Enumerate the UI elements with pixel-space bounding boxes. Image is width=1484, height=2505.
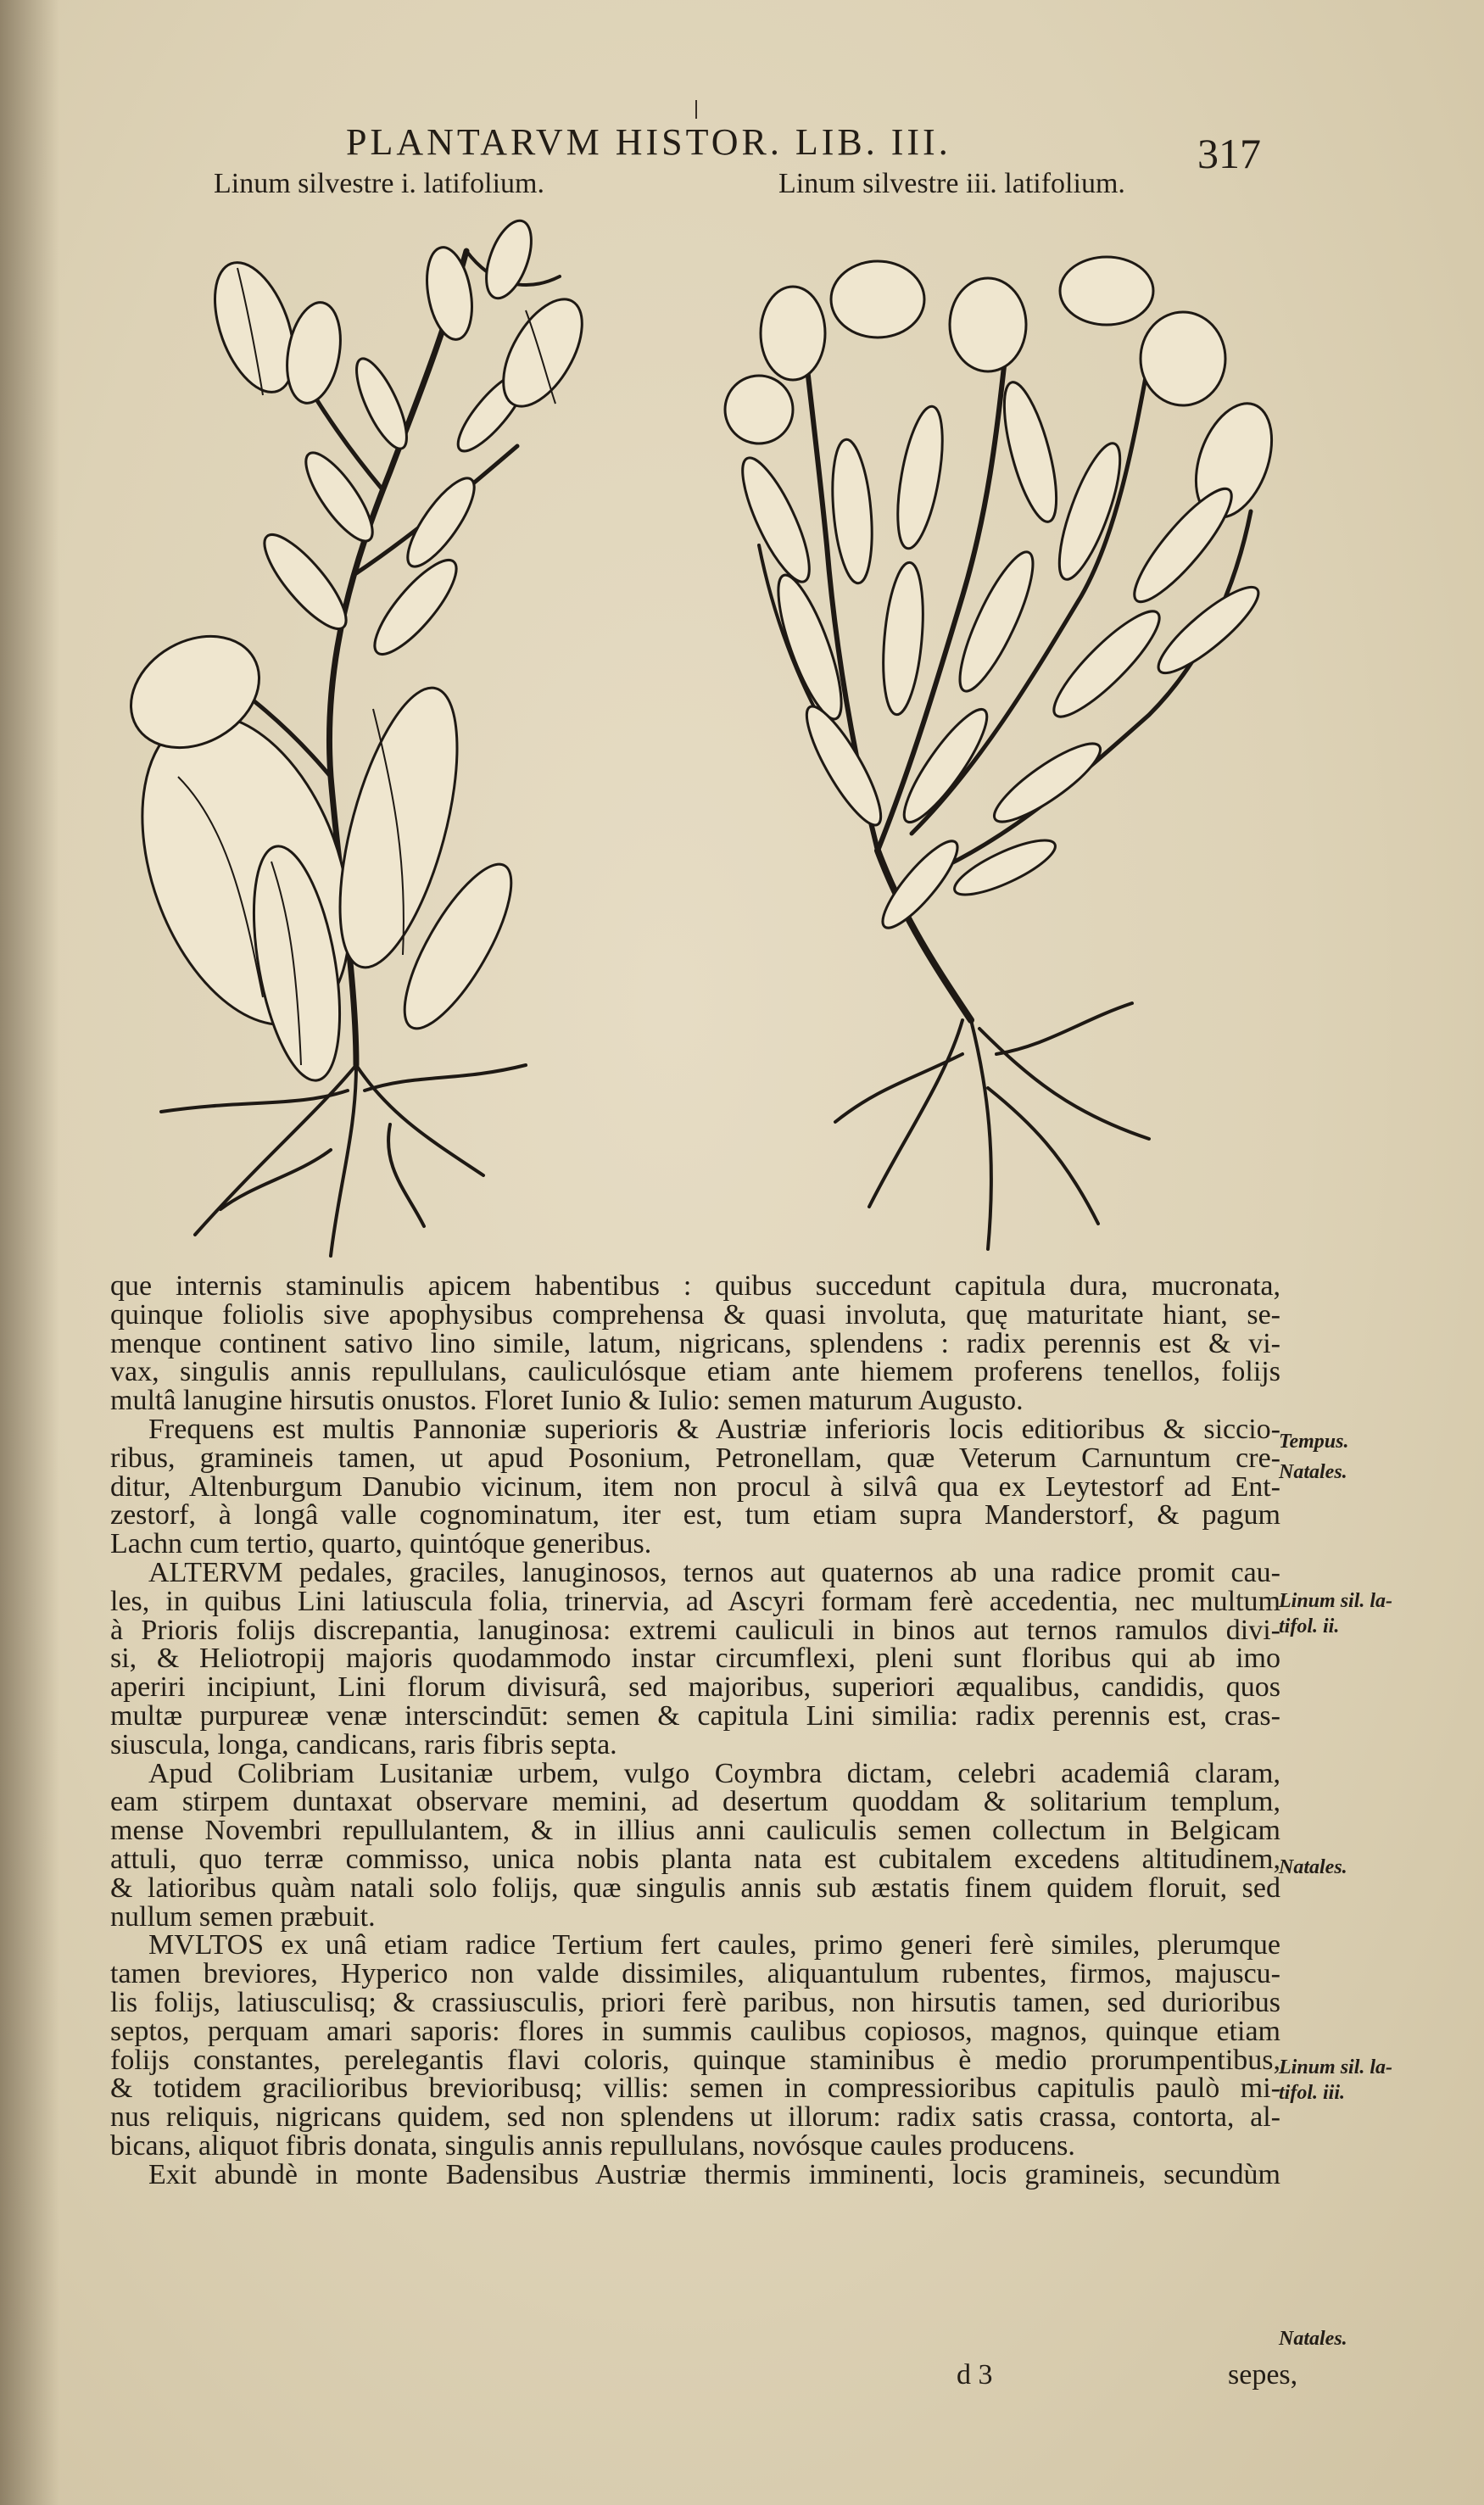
text-line: Frequens est multis Pannoniæ superioris & Austriæ inferioris locis editioribus & siccio-	[148, 1413, 1280, 1445]
body-text	[110, 1272, 1280, 2190]
text-line: septos, perquam amari saporis: flores in summis caulibus copiosos, magnos, quinque etiam	[110, 2015, 1280, 2047]
signature-mark: d 3	[957, 2359, 993, 2391]
figure-caption-left: Linum silvestre i. latifolium.	[214, 168, 545, 199]
text-line: ALTERVM pedales, graciles, lanuginosos, ternos aut quaternos ab una radice promit cau-	[148, 1556, 1280, 1588]
running-head: PLANTARVM HISTOR. LIB. III.	[346, 121, 951, 163]
text-line: siuscula, longa, candicans, raris fibris septa.	[110, 1728, 617, 1760]
text-line: ribus, gramineis tamen, ut apud Posonium, Petronellam, quæ Veterum Carnuntum cre-	[110, 1442, 1280, 1474]
marginal-note-linum-ii: Linum sil. la-	[1279, 1590, 1393, 1612]
marginal-note-linum-ii-cont: tifol. ii.	[1279, 1615, 1340, 1637]
marginal-note-tempus: Tempus.	[1279, 1431, 1349, 1453]
gutter-shadow	[0, 0, 59, 2505]
text-line: mense Novembri repullulantem, & in illius anni cauliculis semen collectum in Belgicam	[110, 1815, 1280, 1847]
marginal-note-natales: Natales.	[1279, 2328, 1347, 2350]
text-line: tamen breviores, Hyperico non valde dissimiles, aliquantulum rubentes, firmos, majuscu-	[110, 1958, 1280, 1990]
text-line: Exit abundè in monte Badensibus Austriæ thermis imminenti, locis gramineis, secundùm	[148, 2158, 1280, 2190]
text-line: zestorf, à longâ valle cognominatum, iter est, tum etiam supra Manderstorf, & pagum	[110, 1499, 1280, 1531]
text-line: les, in quibus Lini latiuscula folia, trinervia, ad Ascyri formam ferè accedentia, nec multum	[110, 1585, 1280, 1617]
text-line: nullum semen præbuit.	[110, 1900, 376, 1933]
figure-caption-right: Linum silvestre iii. latifolium.	[778, 168, 1125, 199]
page-number: 317	[1197, 130, 1261, 177]
text-line: & latioribus quàm natali solo folijs, quæ singulis annis sub æstatis finem quidem floruit, sed	[110, 1872, 1280, 1904]
woodcut-plant-left	[102, 217, 628, 1260]
text-line: bicans, aliquot fibris donata, singulis annis repullulans, novósque caules producens.	[110, 2129, 1075, 2162]
text-line: à Prioris folijs discrepantia, lanuginosa: extremi cauliculi in binos aut ternos ramulos divi-	[110, 1614, 1280, 1646]
text-line: & totidem gracilioribus brevioribusq; villis: semen in compressioribus capitulis paulò mi-	[110, 2073, 1280, 2105]
text-line: si, & Heliotropij majoris quodammodo instar circumflexi, pleni sunt floribus qui ab imo	[110, 1643, 1280, 1675]
footer-line	[110, 2359, 1298, 2391]
woodcut-plant-right	[708, 240, 1285, 1260]
text-line: ditur, Altenburgum Danubio vicinum, item non procul à silvâ qua ex Leytestorf ad Ent-	[110, 1470, 1280, 1503]
marginal-note-linum-iii-cont: tifol. iii.	[1279, 2082, 1345, 2104]
text-line: eam stirpem duntaxat observare memini, ad desertum quoddam & solitarium templum,	[110, 1786, 1280, 1818]
text-line: Lachn cum tertio, quarto, quintóque generibus.	[110, 1528, 652, 1560]
marginal-note-natales: Natales.	[1279, 1461, 1347, 1483]
header-rule-mark	[695, 100, 697, 119]
text-line: attuli, quo terræ commisso, unica nobis planta nata est cubitalem excedens altitudinem,	[110, 1843, 1280, 1875]
text-line: MVLTOS ex unâ etiam radice Tertium fert caules, primo generi ferè similes, plerumque	[148, 1929, 1280, 1961]
text-line: multæ purpureæ venæ interscindūt: semen & capitula Lini similia: radix perennis est, cras-	[110, 1699, 1280, 1732]
text-line: vax, singulis annis repullulans, cauliculósque etiam ante hiemem proferens tenellos, folijs	[110, 1356, 1280, 1388]
text-line: nus reliquis, nigricans quidem, sed non splendens ut illorum: radix satis crassa, contorta, al-	[110, 2101, 1280, 2134]
text-line: folijs constantes, perelegantis flavi coloris, quinque staminibus è medio prorumpentibus,	[110, 2044, 1280, 2076]
text-line: aperiri incipiunt, Lini florum divisurâ, sed majoribus, superiori æqualibus, candidis, quos	[110, 1671, 1280, 1704]
text-line: menque continent sativo lino simile, latum, nigricans, splendens : radix perennis est & vi-	[110, 1327, 1280, 1359]
text-line: quinque foliolis sive apophysibus comprehensa & quasi involuta, quę maturitate hiant, se-	[110, 1298, 1280, 1331]
text-line: lis folijs, latiusculisq; & crassiusculis, priori ferè paribus, non hirsutis tamen, sed durioribus	[110, 1986, 1280, 2018]
text-line: Apud Colibriam Lusitaniæ urbem, vulgo Coymbra dictam, celebri academiâ claram,	[148, 1757, 1280, 1789]
text-line: multâ lanugine hirsutis onustos. Floret Iunio & Iulio: semen maturum Augusto.	[110, 1385, 1024, 1417]
marginal-note-natales: Natales.	[1279, 1856, 1347, 1878]
text-line: que internis staminulis apicem habentibus : quibus succedunt capitula dura, mucronata,	[110, 1270, 1280, 1302]
marginal-note-linum-iii: Linum sil. la-	[1279, 2056, 1393, 2078]
catchword: sepes,	[1228, 2359, 1298, 2391]
